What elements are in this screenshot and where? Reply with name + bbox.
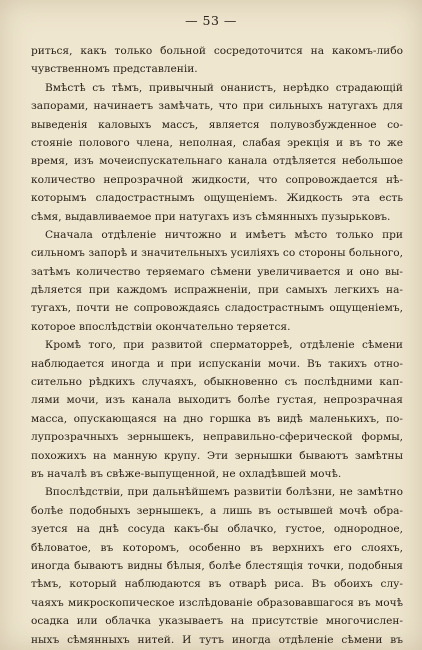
text-line: чувственномъ представленіи. xyxy=(31,63,198,76)
text-line: болѣе подобныхъ зернышекъ, а лишь въ остывшей мочѣ обра- xyxy=(31,504,403,517)
text-line: время, изъ мочеиспускательнаго канала отдѣляется небольшое xyxy=(31,155,403,168)
text-line: сѣмя, выдавливаемое при натугахъ изъ сѣмянныхъ пузырьковъ. xyxy=(31,210,391,223)
text-line: количество непрозрачной жидкости, что сопровождается нѣ- xyxy=(31,173,403,186)
text-line: бѣловатое, въ которомъ, особенно въ верхнихъ его слояхъ, xyxy=(31,541,403,554)
text-line: въ началѣ въ свѣже-выпущенной, не охладѣвшей мочѣ. xyxy=(31,467,342,480)
text-line: запорами, начинаетъ замѣчать, что при сильныхъ натугахъ для xyxy=(31,100,403,113)
text-line: Сначала отдѣленіе ничтожно и имѣетъ мѣсто только при xyxy=(45,228,403,241)
text-line: масса, опускающаяся на дно горшка въ видѣ маленькихъ, по- xyxy=(31,412,403,425)
text-line: затѣмъ количество теряемаго сѣмени увеличивается и оно вы- xyxy=(31,265,403,278)
text-line: зуется на днѣ сосуда какъ-бы облачко, густое, однородное, xyxy=(31,523,403,536)
text-line: лями мочи, изъ канала выходитъ болѣе густая, непрозрачная xyxy=(31,394,403,407)
paragraph xyxy=(31,483,403,649)
text-line: тугахъ, почти не сопровождаясь сладострастнымъ ощущеніемъ, xyxy=(31,302,403,315)
text-line: Вмѣстѣ съ тѣмъ, привычный онанистъ, нерѣдко страдающій xyxy=(45,81,403,94)
text-line: наблюдается иногда и при испусканіи мочи. Въ такихъ отно- xyxy=(31,357,403,370)
text-line: тѣмъ, который наблюдаются въ отварѣ риса. Въ обоихъ слу- xyxy=(31,578,403,591)
text-line: дѣляется при каждомъ испражненіи, при самыхъ легкихъ на- xyxy=(31,284,403,297)
text-line: риться, какъ только больной сосредоточится на какомъ-либо xyxy=(31,45,403,57)
paragraph xyxy=(31,336,403,483)
paragraph xyxy=(31,79,403,226)
text-line: Кромѣ того, при развитой сперматорреѣ, отдѣленіе сѣмени xyxy=(45,339,403,352)
text-line: выведенія каловыхъ массъ, является полувозбужденное со- xyxy=(31,118,403,131)
text-line: которое впослѣдствіи окончательно теряется. xyxy=(31,320,291,333)
text-line: ныхъ сѣмянныхъ нитей. И тутъ иногда отдѣленіе сѣмени въ xyxy=(31,633,403,646)
page-number: — 53 — xyxy=(185,13,237,28)
text-line: чаяхъ микроскопическое изслѣдованіе образовавшагося въ мочѣ xyxy=(31,596,403,609)
text-line: лупрозрачныхъ зернышекъ, неправильно-сферической формы, xyxy=(31,431,403,444)
text-line: которымъ сладострастнымъ ощущеніемъ. Жидкость эта есть xyxy=(31,192,403,205)
paragraph xyxy=(31,226,403,336)
text-line: осадка или облачка указываетъ на присутствіе многочислен- xyxy=(31,615,403,628)
body-text xyxy=(31,42,403,649)
text-line: сительно рѣдкихъ случаяхъ, обыкновенно съ послѣдними кап- xyxy=(31,376,403,389)
text-line: стояніе полового члена, неполная, слабая эрекція и въ то же xyxy=(31,136,403,149)
text-line: иногда бываютъ видны бѣлыя, болѣе блестящія точки, подобныя xyxy=(31,559,403,572)
paragraph xyxy=(31,42,403,79)
text-line: Впослѣдствіи, при дальнѣйшемъ развитіи болѣзни, не замѣтно xyxy=(45,486,403,499)
text-line: похожихъ на манную крупу. Эти зернышки бываютъ замѣтны xyxy=(31,449,403,462)
text-line: сильномъ запорѣ и значительныхъ усиліяхъ со стороны больного, xyxy=(31,247,403,260)
